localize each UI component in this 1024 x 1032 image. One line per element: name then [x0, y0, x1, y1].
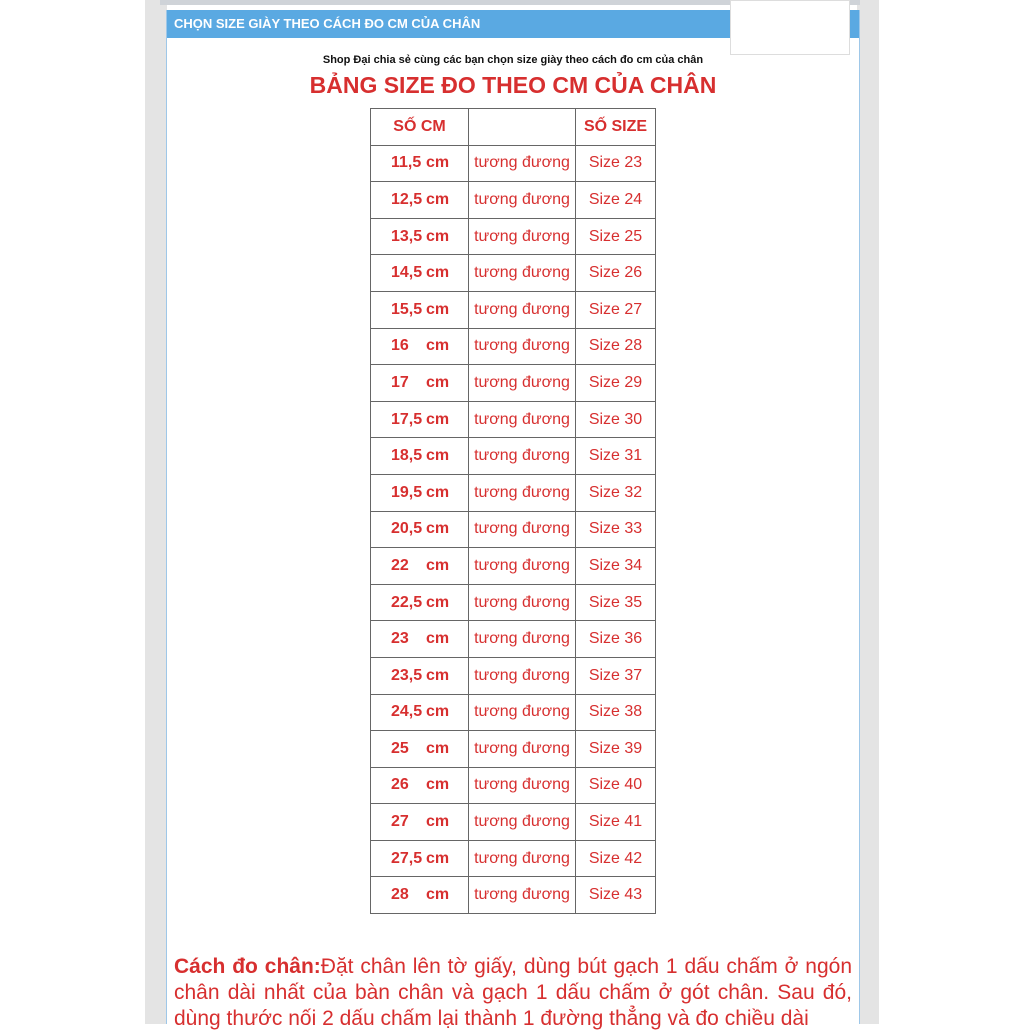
cell-equivalent: tương đương [469, 438, 576, 475]
table-row [371, 657, 656, 694]
table-body [371, 145, 656, 913]
cm-value: 17 [391, 373, 409, 391]
cell-cm [371, 182, 469, 219]
table-row [371, 694, 656, 731]
cell-cm [371, 438, 469, 475]
table-row [371, 291, 656, 328]
cell-cm [371, 877, 469, 914]
cell-size: Size 23 [576, 145, 656, 182]
table-row [371, 401, 656, 438]
cm-value: 25 [391, 739, 409, 757]
cell-equivalent: tương đương [469, 694, 576, 731]
page-margin-left [0, 0, 145, 1024]
cell-cm [371, 804, 469, 841]
cm-value: 28 [391, 886, 409, 904]
cell-cm [371, 291, 469, 328]
cell-size: Size 36 [576, 621, 656, 658]
table-row [371, 365, 656, 402]
cell-cm [371, 767, 469, 804]
panel-header: CHỌN SIZE GIÀY THEO CÁCH ĐO CM CỦA CHÂN [167, 10, 859, 38]
cm-unit: cm [426, 190, 450, 208]
cm-value: 19,5 [391, 483, 423, 501]
cell-size: Size 35 [576, 584, 656, 621]
table-row [371, 511, 656, 548]
cell-equivalent: tương đương [469, 328, 576, 365]
cm-value: 22 [391, 556, 409, 574]
table-row [371, 877, 656, 914]
cell-equivalent: tương đương [469, 145, 576, 182]
cm-unit: cm [426, 373, 450, 391]
cell-equivalent: tương đương [469, 657, 576, 694]
table-row [371, 145, 656, 182]
cm-value: 14,5 [391, 264, 423, 282]
table-row [371, 218, 656, 255]
cell-equivalent: tương đương [469, 804, 576, 841]
cm-value: 26 [391, 776, 409, 794]
cell-size: Size 38 [576, 694, 656, 731]
cell-size: Size 28 [576, 328, 656, 365]
cell-cm [371, 365, 469, 402]
cm-unit: cm [426, 264, 450, 282]
cm-unit: cm [426, 447, 450, 465]
cm-value: 23 [391, 630, 409, 648]
cm-unit: cm [426, 410, 450, 428]
table-row [371, 584, 656, 621]
cm-unit: cm [426, 483, 450, 501]
header-size: SỐ SIZE [576, 109, 656, 146]
cm-unit: cm [426, 666, 450, 684]
cm-unit: cm [426, 520, 450, 538]
cell-size: Size 32 [576, 474, 656, 511]
page-title: BẢNG SIZE ĐO THEO CM CỦA CHÂN [309, 72, 717, 98]
cell-equivalent: tương đương [469, 401, 576, 438]
cm-value: 27,5 [391, 849, 423, 867]
table-row [371, 474, 656, 511]
cm-unit: cm [426, 813, 450, 831]
table-header-row [371, 109, 656, 146]
cm-unit: cm [426, 849, 450, 867]
cm-unit: cm [426, 556, 450, 574]
header-cm: SỐ CM [371, 109, 469, 146]
cell-equivalent: tương đương [469, 291, 576, 328]
cell-size: Size 29 [576, 365, 656, 402]
cm-value: 12,5 [391, 190, 423, 208]
table-row [371, 767, 656, 804]
cell-cm [371, 657, 469, 694]
cell-equivalent: tương đương [469, 731, 576, 768]
cell-cm [371, 218, 469, 255]
page-gutter-left [145, 0, 167, 1024]
cell-size: Size 41 [576, 804, 656, 841]
cm-value: 16 [391, 337, 409, 355]
cm-unit: cm [426, 703, 450, 721]
cm-unit: cm [426, 630, 450, 648]
cell-size: Size 33 [576, 511, 656, 548]
cell-cm [371, 474, 469, 511]
cell-equivalent: tương đương [469, 877, 576, 914]
cell-size: Size 24 [576, 182, 656, 219]
cm-unit: cm [426, 337, 450, 355]
size-table [370, 108, 656, 914]
cell-size: Size 43 [576, 877, 656, 914]
cm-value: 17,5 [391, 410, 423, 428]
cell-cm [371, 584, 469, 621]
cell-size: Size 40 [576, 767, 656, 804]
how-to-text: Đặt chân lên tờ giấy, dùng bút gạch 1 dấu chấm ở ngón chân dài nhất của bàn chân và gạch 1 dấu chấm ở gót chân. Sau đó, dùng thước nối 2 dấu chấm lại thành 1 đường thẳng và đo chiều dài [174, 955, 852, 1030]
cell-cm [371, 511, 469, 548]
cell-equivalent: tương đương [469, 365, 576, 402]
cell-size: Size 27 [576, 291, 656, 328]
size-guide-panel [166, 10, 860, 1030]
table-row [371, 182, 656, 219]
cell-size: Size 31 [576, 438, 656, 475]
cell-size: Size 25 [576, 218, 656, 255]
cell-cm [371, 255, 469, 292]
cell-cm [371, 731, 469, 768]
cell-cm [371, 401, 469, 438]
intro-text: Shop Đại chia sẻ cùng các bạn chọn size giày theo cách đo cm của chân [322, 54, 704, 66]
cell-size: Size 34 [576, 548, 656, 585]
cell-cm [371, 548, 469, 585]
cell-equivalent: tương đương [469, 182, 576, 219]
cm-value: 24,5 [391, 703, 423, 721]
cm-value: 15,5 [391, 300, 423, 318]
cm-value: 27 [391, 813, 409, 831]
cm-unit: cm [426, 886, 450, 904]
table-row [371, 621, 656, 658]
cm-value: 22,5 [391, 593, 423, 611]
cell-equivalent: tương đương [469, 511, 576, 548]
cell-equivalent: tương đương [469, 621, 576, 658]
header-empty [469, 109, 576, 146]
table-row [371, 328, 656, 365]
cm-value: 11,5 [391, 154, 422, 172]
table-row [371, 731, 656, 768]
cell-equivalent: tương đương [469, 255, 576, 292]
cm-unit: cm [426, 593, 450, 611]
cm-value: 18,5 [391, 447, 423, 465]
cell-size: Size 26 [576, 255, 656, 292]
cm-unit: cm [426, 300, 450, 318]
cell-equivalent: tương đương [469, 584, 576, 621]
cell-equivalent: tương đương [469, 767, 576, 804]
table-row [371, 255, 656, 292]
overlay-box [730, 0, 850, 55]
cm-unit: cm [426, 776, 450, 794]
cm-value: 13,5 [391, 227, 423, 245]
cm-value: 20,5 [391, 520, 423, 538]
cell-size: Size 39 [576, 731, 656, 768]
how-to-label: Cách đo chân: [174, 955, 321, 978]
table-row [371, 804, 656, 841]
cell-equivalent: tương đương [469, 840, 576, 877]
cell-equivalent: tương đương [469, 218, 576, 255]
table-row [371, 840, 656, 877]
cm-value: 23,5 [391, 666, 423, 684]
cell-cm [371, 840, 469, 877]
cell-cm [371, 145, 469, 182]
cell-equivalent: tương đương [469, 474, 576, 511]
cm-unit: cm [426, 227, 450, 245]
cell-equivalent: tương đương [469, 548, 576, 585]
cell-cm [371, 694, 469, 731]
cm-unit: cm [426, 154, 450, 172]
cm-unit: cm [426, 739, 450, 757]
table-row [371, 438, 656, 475]
table-row [371, 548, 656, 585]
cell-size: Size 37 [576, 657, 656, 694]
cell-cm [371, 621, 469, 658]
page-gutter-right [857, 0, 879, 1024]
how-to-measure [174, 954, 852, 1032]
cell-cm [371, 328, 469, 365]
cell-size: Size 30 [576, 401, 656, 438]
cell-size: Size 42 [576, 840, 656, 877]
